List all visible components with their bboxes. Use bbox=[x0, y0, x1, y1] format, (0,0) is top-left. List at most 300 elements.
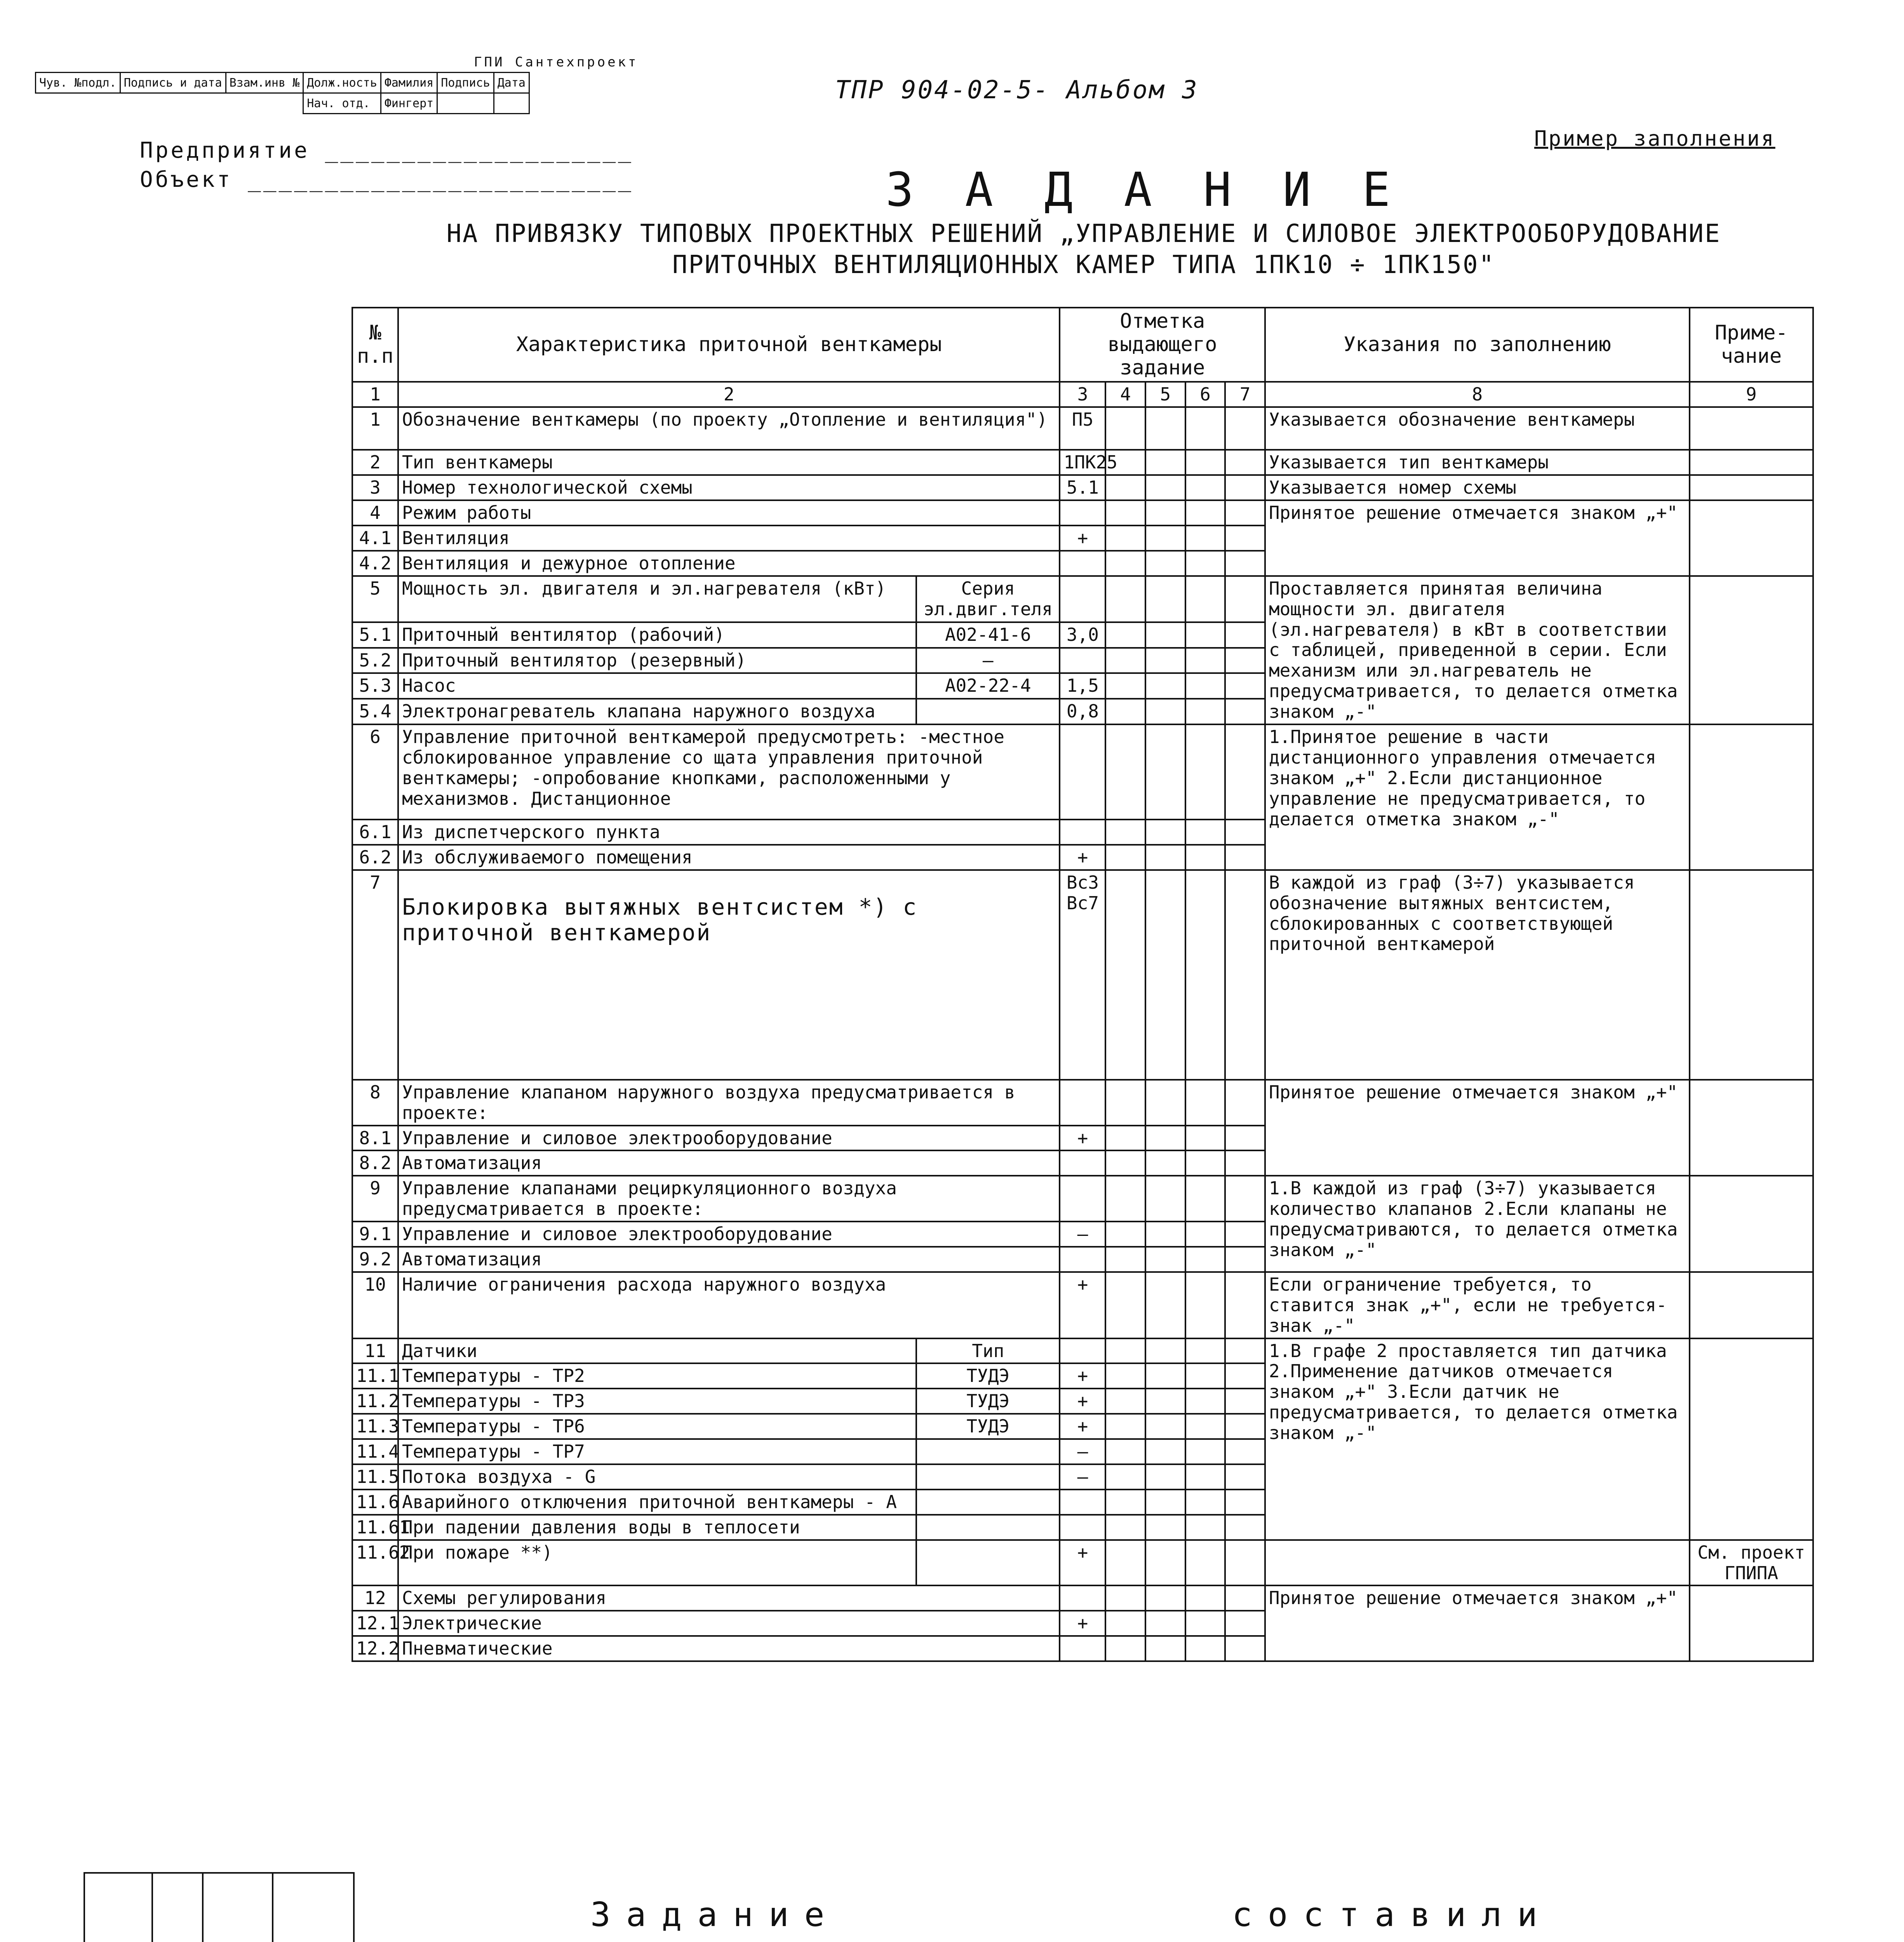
row-subvalue: ТУДЭ bbox=[916, 1363, 1060, 1389]
row-characteristic: Датчики bbox=[398, 1338, 916, 1364]
header-no: № п.п bbox=[352, 308, 398, 382]
empty-mark-cell bbox=[1145, 1272, 1185, 1338]
empty-mark-cell bbox=[1185, 500, 1225, 526]
empty-mark-cell bbox=[1185, 1222, 1225, 1247]
row-number: 4 bbox=[352, 500, 398, 526]
table-row bbox=[352, 1585, 1813, 1611]
empty-mark-cell bbox=[1185, 475, 1225, 500]
empty-mark-cell bbox=[1145, 1611, 1185, 1636]
row-instruction: Принятое решение отмечается знаком „+" bbox=[1265, 1585, 1690, 1661]
row-mark: — bbox=[1060, 1464, 1105, 1490]
empty-mark-cell bbox=[1225, 1636, 1265, 1661]
empty-mark-cell bbox=[1225, 1490, 1265, 1515]
subtitle-1: НА ПРИВЯЗКУ ТИПОВЫХ ПРОЕКТНЫХ РЕШЕНИЙ „УПРАВЛЕНИЕ И СИЛОВОЕ ЭЛЕКТРООБОРУДОВАНИЕ bbox=[446, 219, 1721, 248]
empty-mark-cell bbox=[1225, 1080, 1265, 1126]
empty-mark-cell bbox=[1225, 1414, 1265, 1439]
row-mark: 5.1 bbox=[1060, 475, 1105, 500]
row-mark: П5 bbox=[1060, 407, 1105, 450]
row-mark bbox=[1060, 500, 1105, 526]
row-note bbox=[1690, 450, 1813, 475]
empty-mark-cell bbox=[1185, 1176, 1225, 1222]
table-row bbox=[352, 407, 1813, 450]
empty-mark-cell bbox=[1145, 673, 1185, 699]
doc-code: ТПР 904-02-5- Альбом 3 bbox=[835, 76, 1199, 104]
table-row bbox=[352, 1540, 1813, 1586]
empty-mark-cell bbox=[1185, 673, 1225, 699]
header-note: Приме-чание bbox=[1690, 308, 1813, 382]
empty-mark-cell bbox=[1225, 1150, 1265, 1176]
row-characteristic: Управление и силовое электрооборудование bbox=[398, 1222, 1060, 1247]
empty-mark-cell bbox=[1105, 1176, 1145, 1222]
row-mark bbox=[1060, 648, 1105, 673]
empty-mark-cell bbox=[1185, 622, 1225, 648]
row-number: 5.2 bbox=[352, 648, 398, 673]
row-subvalue: ТУДЭ bbox=[916, 1389, 1060, 1414]
empty-mark-cell bbox=[1105, 1585, 1145, 1611]
empty-mark-cell bbox=[1225, 1540, 1265, 1586]
empty-mark-cell bbox=[1105, 622, 1145, 648]
row-mark bbox=[1060, 1247, 1105, 1272]
empty-mark-cell bbox=[1105, 1150, 1145, 1176]
row-instruction: Принятое решение отмечается знаком „+" bbox=[1265, 500, 1690, 576]
empty-mark-cell bbox=[1145, 1439, 1185, 1464]
row-number: 8.2 bbox=[352, 1150, 398, 1176]
row-subvalue bbox=[916, 699, 1060, 724]
empty-mark-cell bbox=[1145, 1338, 1185, 1364]
row-characteristic: Управление клапаном наружного воздуха предусматривается в проекте: bbox=[398, 1080, 1060, 1126]
empty-mark-cell bbox=[1185, 1272, 1225, 1338]
row-instruction: Принятое решение отмечается знаком „+" bbox=[1265, 1080, 1690, 1176]
empty-mark-cell bbox=[1185, 1540, 1225, 1586]
empty-mark-cell bbox=[1105, 1080, 1145, 1126]
row-note bbox=[1690, 870, 1813, 1080]
empty-mark-cell bbox=[1145, 1414, 1185, 1439]
table-row bbox=[352, 576, 1813, 622]
empty-mark-cell bbox=[1145, 870, 1185, 1080]
example-label: Пример заполнения bbox=[1534, 126, 1775, 151]
empty-mark-cell bbox=[1185, 1515, 1225, 1540]
empty-mark-cell bbox=[1185, 1247, 1225, 1272]
row-characteristic: Из диспетчерского пункта bbox=[398, 820, 1060, 845]
row-number: 11.61 bbox=[352, 1515, 398, 1540]
row-mark: + bbox=[1060, 1126, 1105, 1151]
row-number: 11.3 bbox=[352, 1414, 398, 1439]
empty-mark-cell bbox=[1145, 551, 1185, 576]
empty-mark-cell bbox=[1225, 576, 1265, 622]
empty-mark-cell bbox=[1225, 500, 1265, 526]
empty-mark-cell bbox=[1225, 1389, 1265, 1414]
empty-mark-cell bbox=[1105, 1222, 1145, 1247]
row-number: 8 bbox=[352, 1080, 398, 1126]
table-row bbox=[352, 500, 1813, 526]
empty-mark-cell bbox=[1145, 820, 1185, 845]
empty-mark-cell bbox=[1185, 1490, 1225, 1515]
row-mark: — bbox=[1060, 1439, 1105, 1464]
row-mark: + bbox=[1060, 1389, 1105, 1414]
row-note bbox=[1690, 500, 1813, 576]
row-subvalue bbox=[916, 1439, 1060, 1464]
row-characteristic: Наличие ограничения расхода наружного воздуха bbox=[398, 1272, 1060, 1338]
empty-mark-cell bbox=[1225, 622, 1265, 648]
empty-mark-cell bbox=[1105, 648, 1145, 673]
stamp-header: Взам.инв № bbox=[226, 73, 303, 93]
row-characteristic: Температуры - ТР6 bbox=[398, 1414, 916, 1439]
column-number: 1 bbox=[352, 382, 398, 407]
stamp-cell bbox=[437, 93, 494, 114]
header-marks: Отметка выдающего задание bbox=[1060, 308, 1265, 382]
stamp-cell: Фингерт bbox=[381, 93, 437, 114]
row-number: 4.1 bbox=[352, 526, 398, 551]
empty-mark-cell bbox=[1225, 870, 1265, 1080]
empty-mark-cell bbox=[1145, 450, 1185, 475]
empty-mark-cell bbox=[1145, 1126, 1185, 1151]
row-subvalue bbox=[916, 1464, 1060, 1490]
row-number: 6 bbox=[352, 724, 398, 820]
stamp-cell bbox=[494, 93, 529, 114]
empty-mark-cell bbox=[1145, 1464, 1185, 1490]
empty-mark-cell bbox=[1185, 1464, 1225, 1490]
row-characteristic: Вентиляция bbox=[398, 526, 1060, 551]
row-mark bbox=[1060, 1338, 1105, 1364]
empty-mark-cell bbox=[1145, 1150, 1185, 1176]
row-mark bbox=[1060, 1515, 1105, 1540]
empty-mark-cell bbox=[1145, 699, 1185, 724]
row-number: 11.1 bbox=[352, 1363, 398, 1389]
row-number: 9 bbox=[352, 1176, 398, 1222]
column-numbers-row bbox=[352, 382, 1813, 407]
empty-mark-cell bbox=[1225, 1439, 1265, 1464]
row-mark: 0,8 bbox=[1060, 699, 1105, 724]
row-number: 11.6 bbox=[352, 1490, 398, 1515]
row-characteristic: Вентиляция и дежурное отопление bbox=[398, 551, 1060, 576]
row-characteristic: Насос bbox=[398, 673, 916, 699]
row-number: 11.62 bbox=[352, 1540, 398, 1586]
row-mark bbox=[1060, 1490, 1105, 1515]
empty-mark-cell bbox=[1145, 1363, 1185, 1389]
row-characteristic: Электрические bbox=[398, 1611, 1060, 1636]
empty-mark-cell bbox=[1105, 1490, 1145, 1515]
empty-mark-cell bbox=[1225, 407, 1265, 450]
row-number: 9.2 bbox=[352, 1247, 398, 1272]
row-characteristic: Номер технологической схемы bbox=[398, 475, 1060, 500]
empty-mark-cell bbox=[1185, 845, 1225, 870]
empty-mark-cell bbox=[1225, 1247, 1265, 1272]
empty-mark-cell bbox=[1105, 407, 1145, 450]
empty-mark-cell bbox=[1225, 1464, 1265, 1490]
row-note bbox=[1690, 1272, 1813, 1338]
row-subvalue: Тип bbox=[916, 1338, 1060, 1364]
empty-mark-cell bbox=[1105, 1464, 1145, 1490]
row-instruction: В каждой из граф (3÷7) указывается обозначение вытяжных вентсистем, сблокированных с соответствующей приточной венткамерой bbox=[1265, 870, 1690, 1080]
row-note bbox=[1690, 1585, 1813, 1661]
row-number: 7 bbox=[352, 870, 398, 1080]
row-subvalue: А02-41-6 bbox=[916, 622, 1060, 648]
row-note: См. проект ГПИПА bbox=[1690, 1540, 1813, 1586]
empty-mark-cell bbox=[1145, 407, 1185, 450]
row-number: 9.1 bbox=[352, 1222, 398, 1247]
stamp-cell: Дата bbox=[494, 73, 529, 93]
row-note bbox=[1690, 576, 1813, 724]
empty-mark-cell bbox=[1105, 845, 1145, 870]
row-mark bbox=[1060, 1176, 1105, 1222]
row-mark: 1,5 bbox=[1060, 673, 1105, 699]
empty-mark-cell bbox=[1105, 551, 1145, 576]
row-mark bbox=[1060, 1585, 1105, 1611]
empty-mark-cell bbox=[1105, 870, 1145, 1080]
empty-mark-cell bbox=[1185, 724, 1225, 820]
empty-mark-cell bbox=[1105, 1414, 1145, 1439]
row-number: 5.1 bbox=[352, 622, 398, 648]
enterprise-label: Предприятие ____________________ bbox=[140, 138, 634, 163]
stamp-org: ГПИ Сантехпроект bbox=[474, 54, 639, 70]
row-note bbox=[1690, 1338, 1813, 1540]
row-characteristic: Приточный вентилятор (рабочий) bbox=[398, 622, 916, 648]
empty-mark-cell bbox=[1225, 475, 1265, 500]
column-number: 7 bbox=[1225, 382, 1265, 407]
empty-mark-cell bbox=[1145, 724, 1185, 820]
row-instruction: Указывается тип венткамеры bbox=[1265, 450, 1690, 475]
empty-mark-cell bbox=[1225, 1272, 1265, 1338]
empty-mark-cell bbox=[1225, 1585, 1265, 1611]
main-table bbox=[352, 307, 1814, 1662]
row-subvalue bbox=[916, 1540, 1060, 1586]
row-mark: + bbox=[1060, 1272, 1105, 1338]
row-characteristic: При пожаре **) bbox=[398, 1540, 916, 1586]
empty-mark-cell bbox=[1225, 1515, 1265, 1540]
row-subvalue: А02-22-4 bbox=[916, 673, 1060, 699]
row-mark: Вс3 Вс7 bbox=[1060, 870, 1105, 1080]
empty-mark-cell bbox=[1185, 1126, 1225, 1151]
row-instruction: Проставляется принятая величина мощности эл. двигателя (эл.нагревателя) в кВт в соответствии с таблицей, приведенной в серии. Если механизм или эл.нагреватель не предусматривается, то делается отметка знаком „-" bbox=[1265, 576, 1690, 724]
row-mark: 1ПК25 bbox=[1060, 450, 1105, 475]
empty-mark-cell bbox=[1145, 576, 1185, 622]
row-number: 12 bbox=[352, 1585, 398, 1611]
row-mark: + bbox=[1060, 1363, 1105, 1389]
empty-mark-cell bbox=[1185, 648, 1225, 673]
empty-mark-cell bbox=[1185, 1585, 1225, 1611]
row-characteristic: Схемы регулирования bbox=[398, 1585, 1060, 1611]
row-characteristic: Пневматические bbox=[398, 1636, 1060, 1661]
row-number: 6.2 bbox=[352, 845, 398, 870]
empty-mark-cell bbox=[1105, 1611, 1145, 1636]
stamp-cell: Нач. отд. bbox=[303, 93, 381, 114]
row-characteristic: Электронагреватель клапана наружного воздуха bbox=[398, 699, 916, 724]
empty-mark-cell bbox=[1105, 1389, 1145, 1414]
empty-mark-cell bbox=[1145, 845, 1185, 870]
row-number: 11 bbox=[352, 1338, 398, 1364]
empty-mark-cell bbox=[1145, 1585, 1185, 1611]
empty-mark-cell bbox=[1105, 576, 1145, 622]
row-number: 3 bbox=[352, 475, 398, 500]
row-characteristic: Управление приточной венткамерой предусмотреть: -местное сблокированное управление со щата управления приточной венткамеры; -опробование кнопками, расположенными у механизмов. Дистанционное bbox=[398, 724, 1060, 820]
empty-mark-cell bbox=[1145, 648, 1185, 673]
empty-mark-cell bbox=[1105, 526, 1145, 551]
column-number: 3 bbox=[1060, 382, 1105, 407]
row-characteristic: Автоматизация bbox=[398, 1247, 1060, 1272]
row-characteristic: Режим работы bbox=[398, 500, 1060, 526]
column-number: 5 bbox=[1145, 382, 1185, 407]
title-block bbox=[84, 1872, 355, 1942]
stamp-header: Чув. №подл. bbox=[36, 73, 120, 93]
row-number: 2 bbox=[352, 450, 398, 475]
empty-mark-cell bbox=[1105, 475, 1145, 500]
empty-mark-cell bbox=[1145, 622, 1185, 648]
empty-mark-cell bbox=[1185, 820, 1225, 845]
column-number: 2 bbox=[398, 382, 1060, 407]
row-characteristic: Температуры - ТР7 bbox=[398, 1439, 916, 1464]
row-subvalue: Серия эл.двиг.теля bbox=[916, 576, 1060, 622]
row-characteristic: Приточный вентилятор (резервный) bbox=[398, 648, 916, 673]
column-number: 4 bbox=[1105, 382, 1145, 407]
empty-mark-cell bbox=[1105, 820, 1145, 845]
row-characteristic: При падении давления воды в теплосети bbox=[398, 1515, 916, 1540]
row-instruction bbox=[1265, 1540, 1690, 1586]
empty-mark-cell bbox=[1225, 699, 1265, 724]
row-characteristic: Из обслуживаемого помещения bbox=[398, 845, 1060, 870]
top-stamp bbox=[35, 72, 530, 114]
row-subvalue: ТУДЭ bbox=[916, 1414, 1060, 1439]
row-number: 11.4 bbox=[352, 1439, 398, 1464]
empty-mark-cell bbox=[1105, 1439, 1145, 1464]
row-number: 6.1 bbox=[352, 820, 398, 845]
empty-mark-cell bbox=[1145, 1247, 1185, 1272]
row-number: 4.2 bbox=[352, 551, 398, 576]
empty-mark-cell bbox=[1105, 1272, 1145, 1338]
empty-mark-cell bbox=[1105, 1247, 1145, 1272]
empty-mark-cell bbox=[1185, 1080, 1225, 1126]
stamp-cell: Подпись bbox=[437, 73, 494, 93]
table-row bbox=[352, 450, 1813, 475]
column-number: 9 bbox=[1690, 382, 1813, 407]
empty-mark-cell bbox=[1225, 673, 1265, 699]
empty-mark-cell bbox=[1185, 576, 1225, 622]
row-note bbox=[1690, 724, 1813, 870]
row-instruction: 1.Принятое решение в части дистанционного управления отмечается знаком „+" 2.Если дистанционное управление не предусматривается, то делается отметка знаком „-" bbox=[1265, 724, 1690, 870]
row-number: 10 bbox=[352, 1272, 398, 1338]
table-row bbox=[352, 1176, 1813, 1222]
row-characteristic: Обозначение венткамеры (по проекту „Отопление и вентиляция") bbox=[398, 407, 1060, 450]
row-number: 11.2 bbox=[352, 1389, 398, 1414]
empty-mark-cell bbox=[1225, 1176, 1265, 1222]
table-row bbox=[352, 475, 1813, 500]
empty-mark-cell bbox=[1105, 500, 1145, 526]
stamp-header: Подпись и дата bbox=[120, 73, 226, 93]
empty-mark-cell bbox=[1185, 1414, 1225, 1439]
row-mark: — bbox=[1060, 1222, 1105, 1247]
empty-mark-cell bbox=[1185, 1439, 1225, 1464]
empty-mark-cell bbox=[1225, 450, 1265, 475]
row-characteristic: Управление клапанами рециркуляционного воздуха предусматривается в проекте: bbox=[398, 1176, 1060, 1222]
empty-mark-cell bbox=[1225, 845, 1265, 870]
empty-mark-cell bbox=[1105, 1338, 1145, 1364]
column-number: 8 bbox=[1265, 382, 1690, 407]
empty-mark-cell bbox=[1145, 500, 1185, 526]
row-mark bbox=[1060, 820, 1105, 845]
row-instruction: Указывается обозначение венткамеры bbox=[1265, 407, 1690, 450]
row-subvalue bbox=[916, 1490, 1060, 1515]
empty-mark-cell bbox=[1225, 1611, 1265, 1636]
row-characteristic: Потока воздуха - G bbox=[398, 1464, 916, 1490]
empty-mark-cell bbox=[1105, 1636, 1145, 1661]
row-note bbox=[1690, 407, 1813, 450]
row-characteristic: Температуры - ТР2 bbox=[398, 1363, 916, 1389]
row-mark: + bbox=[1060, 526, 1105, 551]
row-mark: 3,0 bbox=[1060, 622, 1105, 648]
row-mark bbox=[1060, 1080, 1105, 1126]
empty-mark-cell bbox=[1185, 1636, 1225, 1661]
empty-mark-cell bbox=[1105, 673, 1145, 699]
row-number: 5 bbox=[352, 576, 398, 622]
row-instruction: 1.В каждой из граф (3÷7) указывается количество клапанов 2.Если клапаны не предусматриваются, то делается отметка знаком „-" bbox=[1265, 1176, 1690, 1272]
row-number: 5.3 bbox=[352, 673, 398, 699]
empty-mark-cell bbox=[1145, 1636, 1185, 1661]
empty-mark-cell bbox=[1225, 551, 1265, 576]
row-mark bbox=[1060, 576, 1105, 622]
stamp-cell: Долж.ность bbox=[303, 73, 381, 93]
row-instruction: 1.В графе 2 проставляется тип датчика 2.Применение датчиков отмечается знаком „+" 3.Если датчик не предусматривается, то делается отметка знаком „-" bbox=[1265, 1338, 1690, 1540]
table-row bbox=[352, 1338, 1813, 1364]
header-characteristic: Характеристика приточной венткамеры bbox=[398, 308, 1060, 382]
row-note bbox=[1690, 1176, 1813, 1272]
empty-mark-cell bbox=[1185, 699, 1225, 724]
empty-mark-cell bbox=[1105, 1540, 1145, 1586]
empty-mark-cell bbox=[1145, 1080, 1185, 1126]
page-title: З А Д А Н И Е bbox=[886, 163, 1402, 217]
empty-mark-cell bbox=[1225, 648, 1265, 673]
table-row bbox=[352, 1272, 1813, 1338]
empty-mark-cell bbox=[1225, 526, 1265, 551]
empty-mark-cell bbox=[1225, 1126, 1265, 1151]
empty-mark-cell bbox=[1145, 475, 1185, 500]
empty-mark-cell bbox=[1185, 407, 1225, 450]
row-note bbox=[1690, 1080, 1813, 1176]
empty-mark-cell bbox=[1185, 526, 1225, 551]
empty-mark-cell bbox=[1105, 1363, 1145, 1389]
empty-mark-cell bbox=[1105, 724, 1145, 820]
table-row bbox=[352, 1080, 1813, 1126]
empty-mark-cell bbox=[1185, 870, 1225, 1080]
empty-mark-cell bbox=[1105, 699, 1145, 724]
empty-mark-cell bbox=[1185, 1389, 1225, 1414]
row-characteristic: Температуры - ТР3 bbox=[398, 1389, 916, 1414]
row-mark: + bbox=[1060, 845, 1105, 870]
empty-mark-cell bbox=[1145, 1515, 1185, 1540]
row-characteristic: Аварийного отключения приточной венткамеры - А bbox=[398, 1490, 916, 1515]
empty-mark-cell bbox=[1185, 1363, 1225, 1389]
stamp-cell: Фамилия bbox=[381, 73, 437, 93]
row-number: 1 bbox=[352, 407, 398, 450]
empty-mark-cell bbox=[1225, 1222, 1265, 1247]
empty-mark-cell bbox=[1145, 1490, 1185, 1515]
row-mark: + bbox=[1060, 1540, 1105, 1586]
column-number: 6 bbox=[1185, 382, 1225, 407]
row-mark bbox=[1060, 1150, 1105, 1176]
object-label: Объект _________________________ bbox=[140, 167, 634, 192]
row-characteristic: Тип венткамеры bbox=[398, 450, 1060, 475]
row-mark bbox=[1060, 1636, 1105, 1661]
row-mark: + bbox=[1060, 1414, 1105, 1439]
empty-mark-cell bbox=[1145, 1222, 1185, 1247]
row-note bbox=[1690, 475, 1813, 500]
empty-mark-cell bbox=[1145, 1389, 1185, 1414]
empty-mark-cell bbox=[1225, 724, 1265, 820]
empty-mark-cell bbox=[1185, 551, 1225, 576]
empty-mark-cell bbox=[1145, 1176, 1185, 1222]
row-number: 5.4 bbox=[352, 699, 398, 724]
row-subvalue: — bbox=[916, 648, 1060, 673]
empty-mark-cell bbox=[1185, 450, 1225, 475]
empty-mark-cell bbox=[1145, 1540, 1185, 1586]
